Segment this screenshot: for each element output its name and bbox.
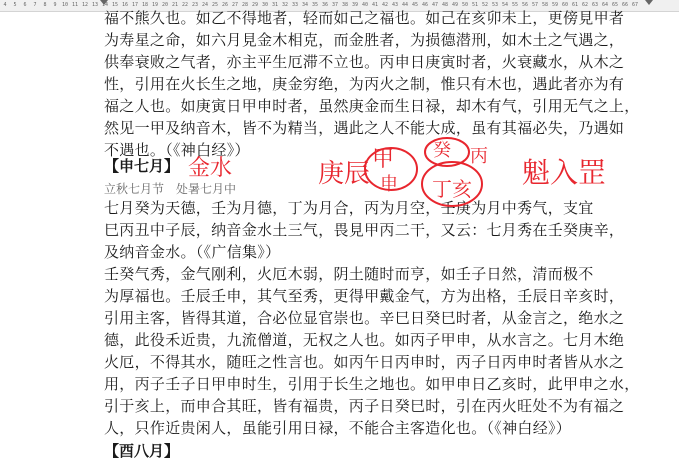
text-line: 然见一甲及纳音木，皆不为精当，遇此之人不能大成，虽有其福必失，乃遇如 bbox=[104, 119, 625, 137]
section-heading-you: 【酉八月】 bbox=[104, 442, 180, 460]
ruler-tick-label: 50 bbox=[461, 2, 469, 8]
ruler-tick-label: 8 bbox=[43, 2, 47, 8]
ruler-tick-label: 60 bbox=[561, 2, 569, 8]
section-heading-shen: 【申七月】 bbox=[104, 157, 180, 175]
ruler-tick-label: 64 bbox=[601, 2, 609, 8]
ruler-tick-label: 65 bbox=[611, 2, 619, 8]
handwritten-note-dinghai: 丁亥 bbox=[432, 177, 472, 201]
ruler-tick-label: 63 bbox=[591, 2, 599, 8]
text-line: 火厄，不得其水，随旺之性言也。如丙午日丙申时，丙子日丙申时者皆从水之 bbox=[104, 353, 625, 371]
text-line: 用，丙子壬子日甲申时生，引用于长生之地也。如甲申日乙亥时，此甲申之水， bbox=[104, 375, 640, 393]
ruler-tick-label: 48 bbox=[441, 2, 449, 8]
ruler-tick-label: 47 bbox=[431, 2, 439, 8]
handwritten-note-gan1: 甲 bbox=[372, 147, 395, 172]
text-line: 供奉衰败之气者，亦主平生厄滞不立也。丙申日庚寅时者，火衰藏水，从木之 bbox=[104, 53, 625, 71]
handwritten-note-jinshui: 金水 bbox=[188, 156, 233, 181]
ruler-tick-label: 35 bbox=[311, 2, 319, 8]
ruler-tick-label: 54 bbox=[501, 2, 509, 8]
ruler-tick-label: 23 bbox=[191, 2, 199, 8]
ruler-tick-label: 17 bbox=[131, 2, 139, 8]
ruler-tick-label: 59 bbox=[551, 2, 559, 8]
handwritten-note-gan2: 申 bbox=[380, 174, 398, 195]
ruler-tick-label: 28 bbox=[241, 2, 249, 8]
ruler-tick-label: 31 bbox=[271, 2, 279, 8]
ruler-tick-label: 24 bbox=[201, 2, 209, 8]
ruler-tick-label: 42 bbox=[381, 2, 389, 8]
text-line: 巳丙丑中子辰，纳音金水土三气，畏見甲丙二干，又云：七月秀在壬癸庚辛， bbox=[104, 221, 625, 239]
text-line: 及纳音金水。（《广信集》） bbox=[104, 243, 281, 261]
ruler-tick-label: 22 bbox=[181, 2, 189, 8]
text-line: 不遇也。（《神白经》） bbox=[104, 141, 250, 159]
ruler-tick-label: 58 bbox=[541, 2, 549, 8]
ruler-tick-label: 56 bbox=[521, 2, 529, 8]
ruler-tick-label: 53 bbox=[491, 2, 499, 8]
ruler-tick-label: 49 bbox=[451, 2, 459, 8]
ruler-tick-label: 67 bbox=[631, 2, 639, 8]
ruler-tick-label: 14 bbox=[101, 2, 109, 8]
text-line: 引于亥上，而申合其旺，皆有福贵，丙子日癸巳时，引在丙火旺处不为有福之 bbox=[104, 397, 625, 415]
text-line: 七月癸为天德，壬为月德，丁为月合，丙为月空，壬庚为月中秀气，支宜 bbox=[104, 199, 594, 217]
text-line: 引用主客，皆得其道，合必位显官崇也。辛巳日癸巳时者，从金言之，绝水之 bbox=[104, 309, 625, 327]
ruler-tick-label: 62 bbox=[581, 2, 589, 8]
text-line: 性，引用在火长生之地，庚金穷绝，为丙火之制，惟只有木也，遇此者亦为有 bbox=[104, 75, 625, 93]
ruler-tick-label: 34 bbox=[301, 2, 309, 8]
ruler-tick-label: 52 bbox=[481, 2, 489, 8]
ruler-tick-label: 36 bbox=[321, 2, 329, 8]
ruler-tick-label: 12 bbox=[81, 2, 89, 8]
ruler-tick-label: 41 bbox=[371, 2, 379, 8]
text-line: 为厚福也。壬辰壬申，其气至秀，更得甲戴金气，方为出格，壬辰日辛亥时， bbox=[104, 287, 625, 305]
ruler-tick-label: 27 bbox=[231, 2, 239, 8]
ruler-tick-label: 46 bbox=[421, 2, 429, 8]
ruler-tick-label: 33 bbox=[291, 2, 299, 8]
section-subheading: 立秋七月节 处暑七月中 bbox=[104, 182, 237, 196]
ruler-tick-label: 44 bbox=[401, 2, 409, 8]
text-line: 德，此役禾近贵，九流僧道，无权之人也。如丙子甲申，从水言之。七月木绝 bbox=[104, 331, 625, 349]
ruler-tick-label: 51 bbox=[471, 2, 479, 8]
ruler-tick-label: 21 bbox=[171, 2, 179, 8]
ruler-tick-label: 30 bbox=[261, 2, 269, 8]
document-page[interactable] bbox=[104, 0, 649, 460]
ruler-tick-label: 43 bbox=[391, 2, 399, 8]
ruler-tick-label: 11 bbox=[71, 2, 79, 8]
ruler-tick-label: 4 bbox=[3, 2, 7, 8]
ruler-tick-label: 39 bbox=[351, 2, 359, 8]
ruler-tick-label: 61 bbox=[571, 2, 579, 8]
ruler-tick-label: 13 bbox=[91, 2, 99, 8]
ruler-tick-label: 32 bbox=[281, 2, 289, 8]
ruler-tick-label: 55 bbox=[511, 2, 519, 8]
ruler-tick-label: 15 bbox=[111, 2, 119, 8]
ruler-tick-label: 10 bbox=[61, 2, 69, 8]
ruler-tick-label: 29 bbox=[251, 2, 259, 8]
text-line: 人，只作近贵闲人，虽能引用日禄，不能合主客造化也。（《神白经》） bbox=[104, 419, 572, 437]
ruler-tick-label: 40 bbox=[361, 2, 369, 8]
ruler-tick-label: 26 bbox=[221, 2, 229, 8]
ruler-tick-label: 9 bbox=[53, 2, 57, 8]
ruler-tick-label: 25 bbox=[211, 2, 219, 8]
handwritten-note-bing: 丙 bbox=[470, 146, 488, 167]
ruler-tick-label: 45 bbox=[411, 2, 419, 8]
ruler-tick-label: 38 bbox=[341, 2, 349, 8]
handwritten-note-kuiru: 魁入罡 bbox=[522, 156, 607, 189]
ruler-tick-label: 7 bbox=[33, 2, 37, 8]
text-line: 福不熊久也。如乙不得地者，轻而如己之福也。如己在亥卯未上，更傍見甲者 bbox=[104, 9, 625, 27]
ruler-tick-label: 6 bbox=[23, 2, 27, 8]
handwritten-note-kui: 癸 bbox=[433, 140, 451, 161]
handwritten-note-seasons: 庚辰 bbox=[318, 159, 371, 189]
ruler-tick-label: 57 bbox=[531, 2, 539, 8]
ruler-tick-label: 18 bbox=[141, 2, 149, 8]
text-line: 壬癸气秀，金气刚利，火厄木弱，阴土随时而亨，如壬子日然，清而极不 bbox=[104, 265, 594, 283]
ruler-tick-label: 5 bbox=[13, 2, 17, 8]
ruler-tick-label: 16 bbox=[121, 2, 129, 8]
ruler-tick-label: 19 bbox=[151, 2, 159, 8]
text-line: 为寿星之命，如六月見金木相克，而金胜者，为损德潜刑，如木土之气遇之， bbox=[104, 31, 625, 49]
ruler-tick-label: 20 bbox=[161, 2, 169, 8]
ruler-tick-label: 66 bbox=[621, 2, 629, 8]
ruler-tick-label: 37 bbox=[331, 2, 339, 8]
text-line: 福之人也。如庚寅日甲申时者，虽然庚金而生日禄，却木有气，引用无气之上， bbox=[104, 97, 640, 115]
